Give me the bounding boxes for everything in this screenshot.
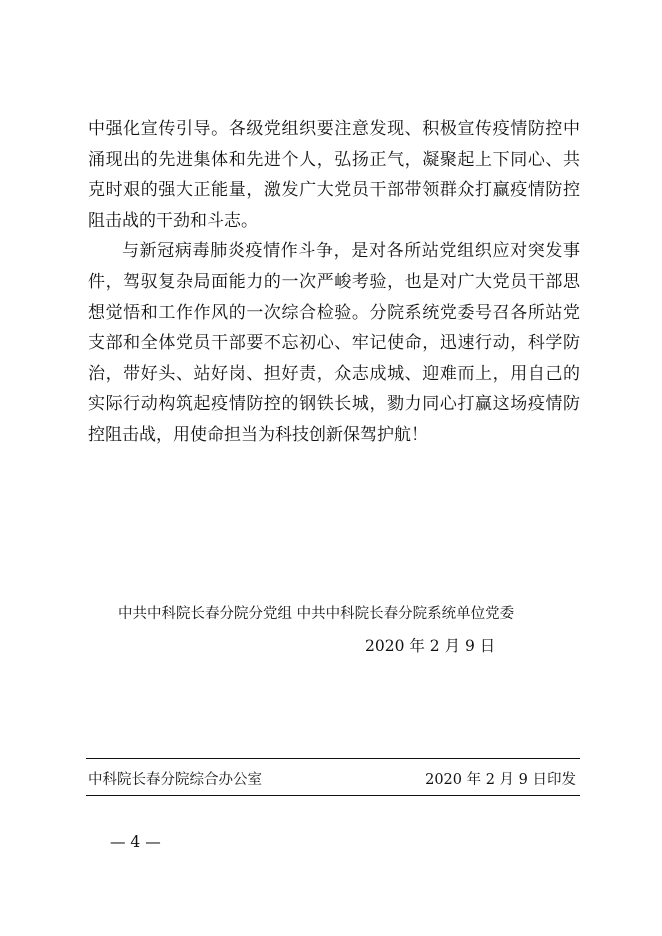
paragraph-call-to-action: 与新冠病毒肺炎疫情作斗争，是对各所站党组织应对突发事件，驾驭复杂局面能力的一次严峻考验，也是对广大党员干部思想觉悟和工作作风的一次综合检验。分院系统党委号召各所站党支部和全体党员干部要不忘初心、牢记使命，迅速行动，科学防治，带好头、站好岗、担好责，众志成城、迎难而上，用自己的实际行动构筑起疫情防控的钢铁长城，勠力同心打赢这场疫情防控阻击战，用使命担当为科技创新保驾护航！ <box>88 241 580 445</box>
paragraph-continued: 中强化宣传引导。各级党组织要注意发现、积极宣传疫情防控中涌现出的先进集体和先进个人，弘扬正气，凝聚起上下同心、共克时艰的强大正能量，激发广大党员干部带领群众打赢疫情防控阻击战的干劲和斗志。 <box>88 119 580 231</box>
footer-issue-date: 2020 年 2 月 9 日印发 <box>425 772 576 788</box>
footer-issuer: 中科院长春分院综合办公室 <box>88 772 262 788</box>
page-number: — 4 — <box>110 833 161 851</box>
body-text <box>88 114 580 451</box>
signature-organizations: 中共中科院长春分院分党组 中共中科院长春分院系统单位党委 <box>118 606 515 622</box>
signature-date: 2020 年 2 月 9 日 <box>365 637 496 655</box>
issuance-footer <box>86 758 580 796</box>
